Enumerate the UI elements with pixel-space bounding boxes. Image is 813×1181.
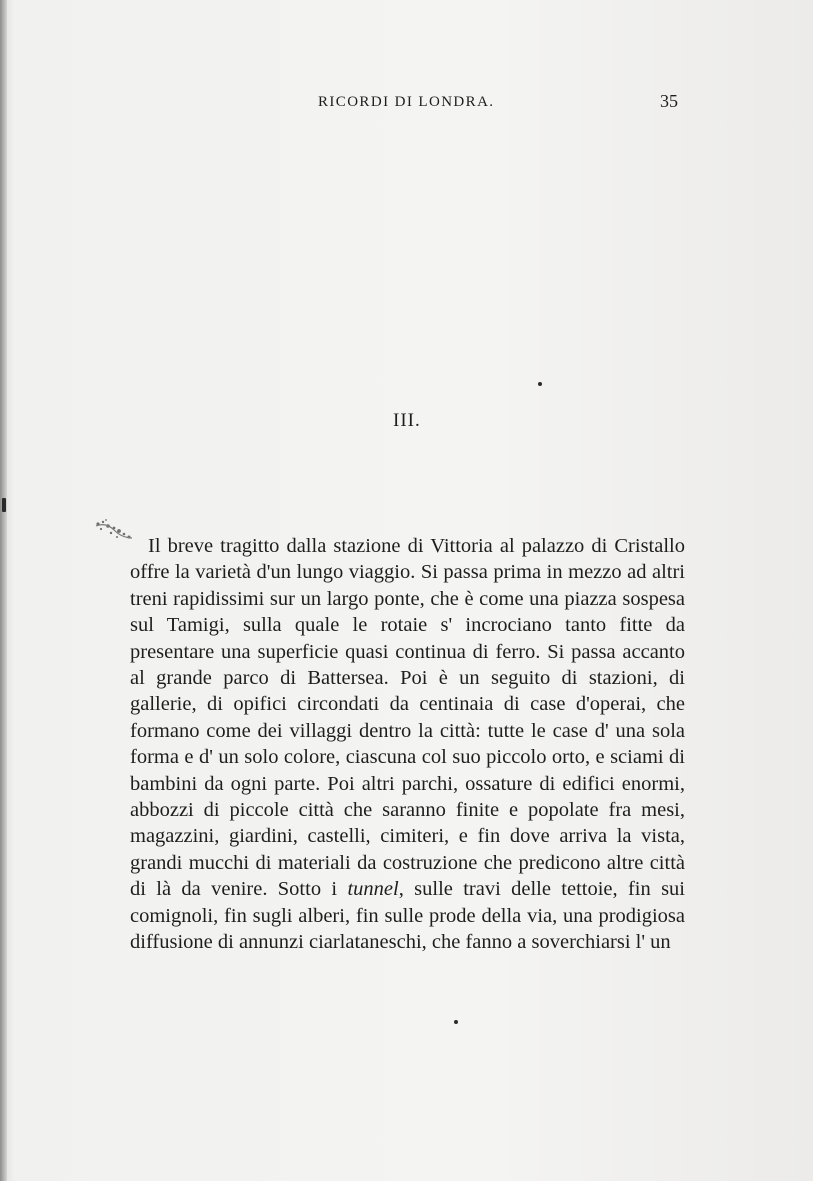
print-speck xyxy=(538,382,542,386)
page-edge-shadow xyxy=(0,0,7,1181)
print-speck xyxy=(454,1020,458,1024)
running-title: RICORDI DI LONDRA. xyxy=(318,94,495,110)
body-paragraph xyxy=(130,533,685,956)
chapter-number: III. xyxy=(393,410,421,431)
print-speck xyxy=(2,498,6,512)
paragraph-text-part-1: Il breve tragitto dalla stazione di Vittoria al palazzo di Cristallo offre la varietà d'un lungo viaggio. Si passa prima in mezzo ad altri treni rapidissimi sur un largo ponte, che è come una piazza sospesa sul Tamigi, sulla quale le rotaie s' incrociano tanto fitte da presentare una superficie quasi continua di ferro. Si passa accanto al grande parco di Battersea. Poi è un seguito di stazioni, di gallerie, di opifici circondati da centinaia di case d'operai, che formano come dei villaggi dentro la città: tutte le case d' una sola forma e d' un solo colore, ciascuna col suo piccolo orto, e sciami di bambini da ogni parte. Poi altri parchi, ossature di edifici enormi, abbozzi di piccole città che saranno finite e popolate fra mesi, magazzini, giardini, castelli, cimiteri, e fin dove arriva la vista, grandi mucchi di materiali da costruzione che predicono altre città di là da venire. Sotto i xyxy=(130,535,685,901)
paragraph-italic-word: tunnel xyxy=(347,878,399,901)
paragraph-text-part-2: , sulle travi delle tettoie, fin sui comignoli, fin sugli alberi, fin sulle prode della via, una prodigiosa diffusione di annunzi ciarlataneschi, che fanno a soverchiarsi l' un xyxy=(130,878,685,954)
running-header xyxy=(0,91,813,118)
page-number: 35 xyxy=(660,91,678,111)
